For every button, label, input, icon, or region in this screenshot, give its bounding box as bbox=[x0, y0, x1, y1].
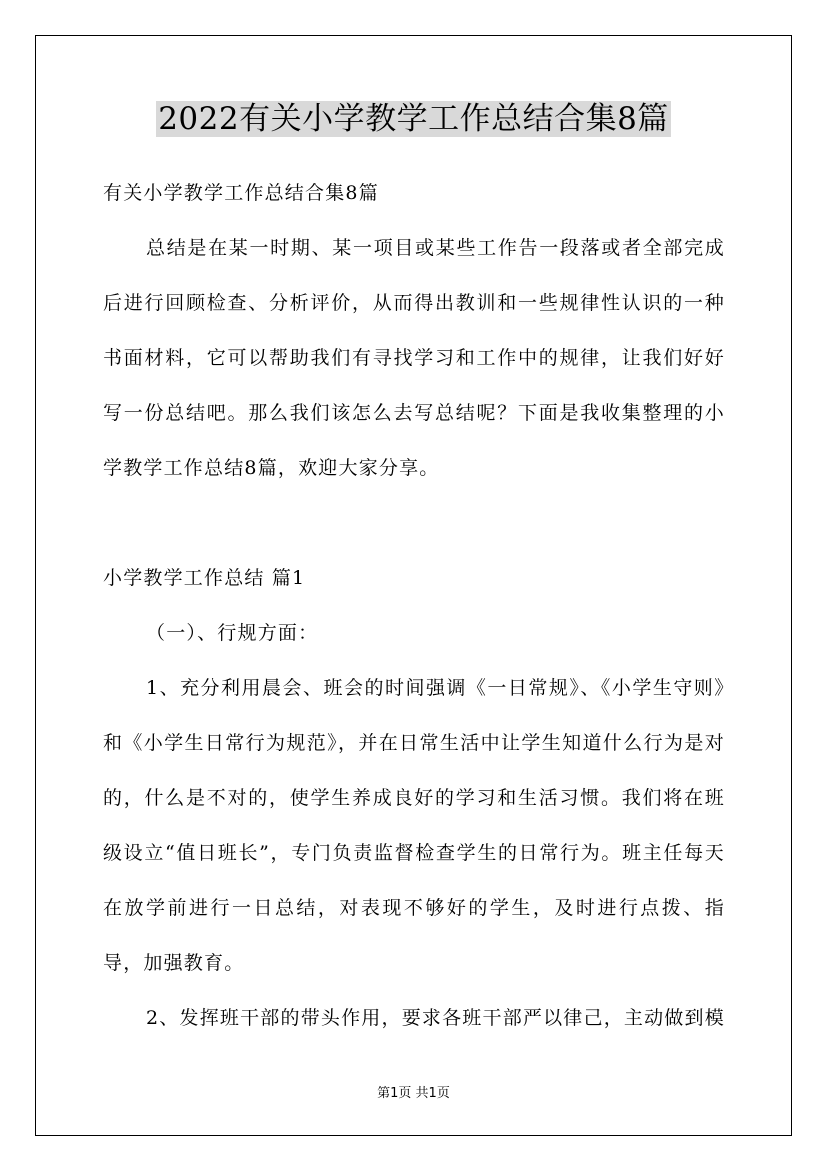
document-subtitle: 有关小学教学工作总结合集8篇 bbox=[103, 182, 379, 204]
page-footer: 第1页 共1页 bbox=[377, 1086, 450, 1101]
document-body bbox=[103, 166, 725, 1046]
section-heading: 小学教学工作总结 篇1 bbox=[103, 567, 306, 589]
document-title-wrap bbox=[0, 96, 827, 142]
intro-paragraph: 总结是在某一时期、某一项目或某些工作告一段落或者全部完成后进行回顾检查、分析评价，从而得出教训和一些规律性认识的一种书面材料，它可以帮助我们有寻找学习和工作中的规律，让我们好好写一份总结吧。那么我们该怎么去写总结呢？下面是我收集整理的小学教学工作总结8篇，欢迎大家分享。 bbox=[103, 237, 725, 479]
subsection-heading: （一）、行规方面： bbox=[146, 622, 319, 644]
document-title: 2022有关小学教学工作总结合集8篇 bbox=[158, 101, 669, 137]
blank-line bbox=[103, 496, 725, 551]
paragraph-item-2: 2、发挥班干部的带头作用，要求各班干部严以律己，主动做到模 bbox=[146, 1007, 725, 1029]
paragraph-item-1: 1、充分利用晨会、班会的时间强调《一日常规》、《小学生守则》和《小学生日常行为规范》，并在日常生活中让学生知道什么行为是对的，什么是不对的，使学生养成良好的学习和生活习惯。我们将在班级设立“值日班长”，专门负责监督检查学生的日常行为。班主任每天在放学前进行一日总结，对表现不够好的学生，及时进行点拨、指导，加强教育。 bbox=[103, 677, 725, 974]
